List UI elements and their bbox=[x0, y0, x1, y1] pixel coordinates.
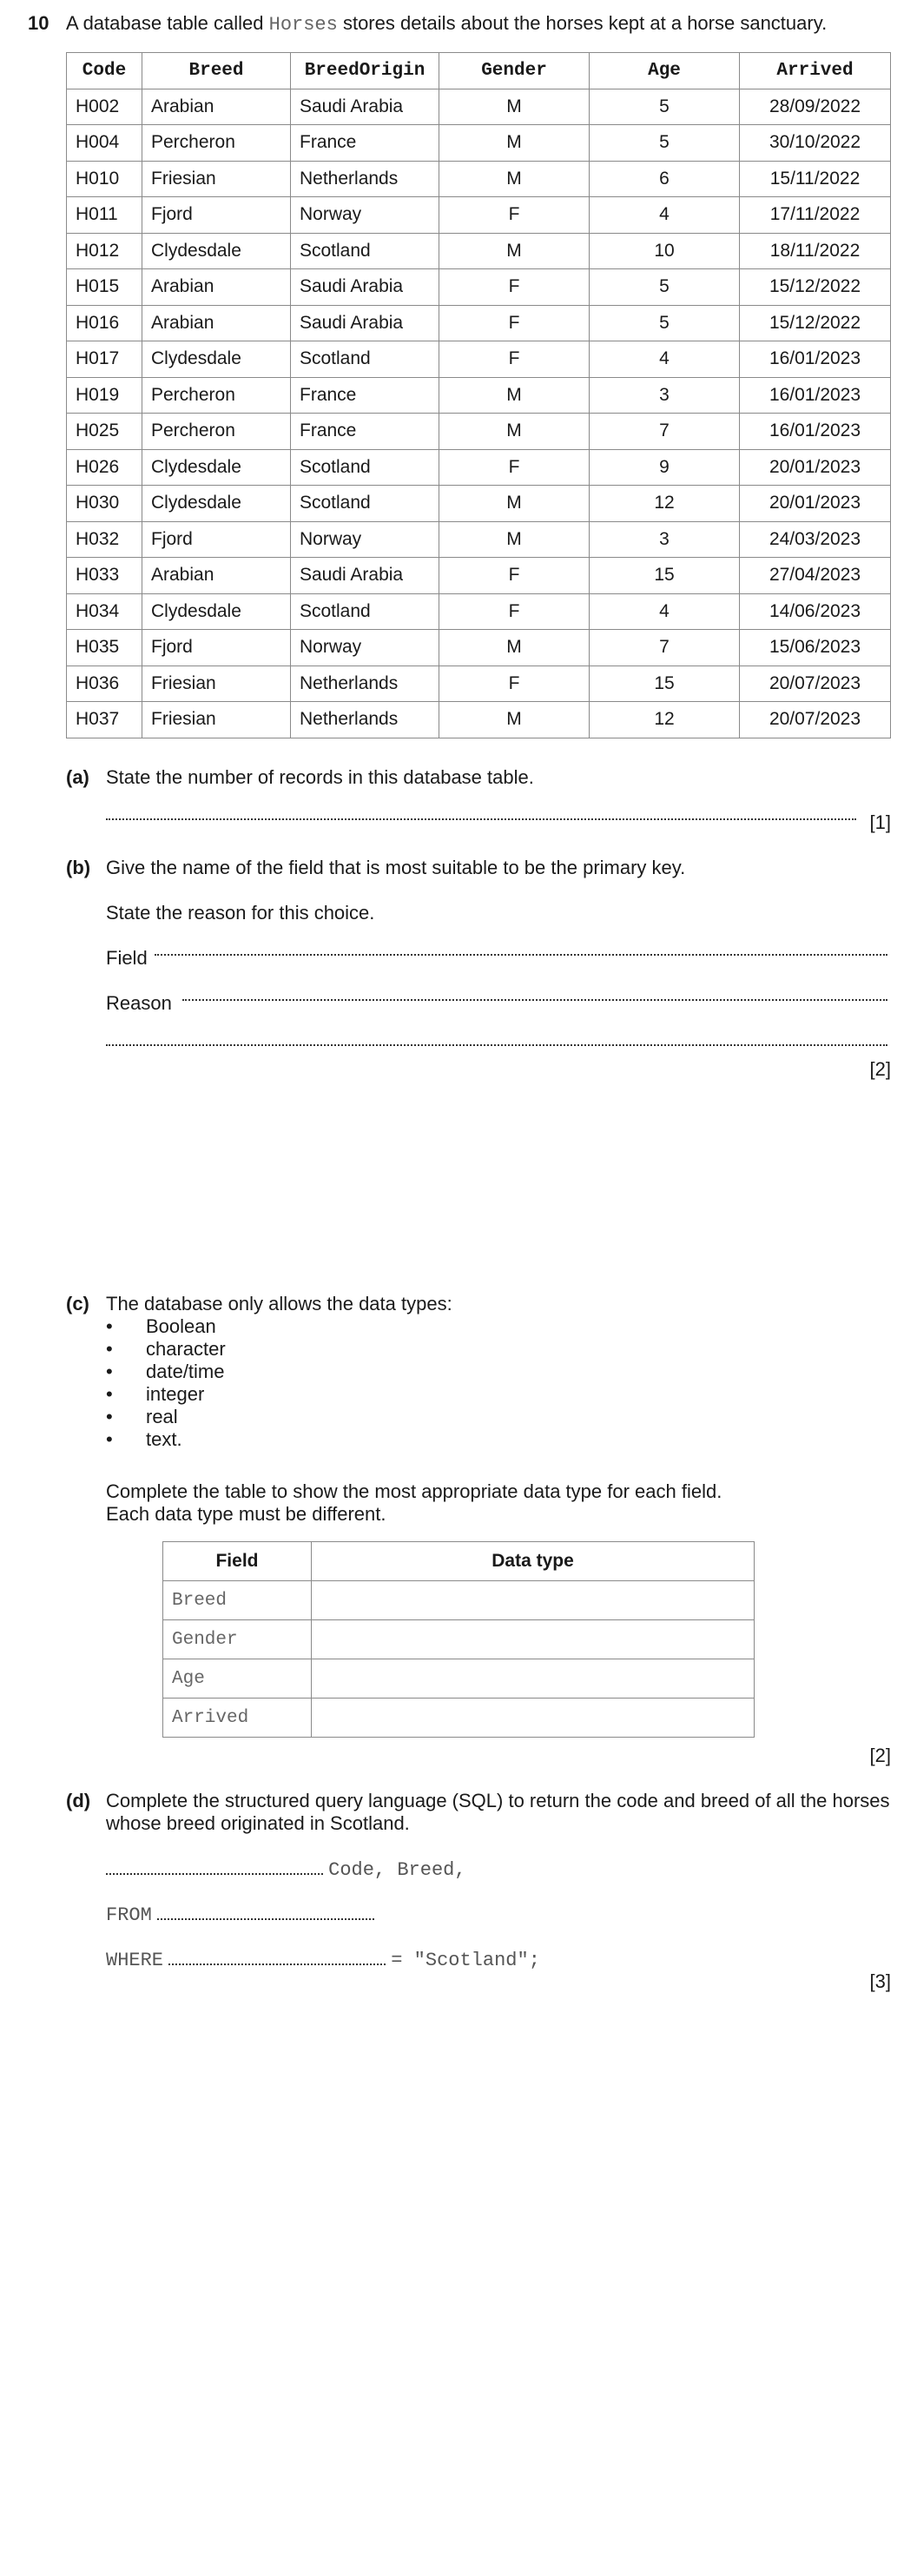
data-type-answer-cell[interactable] bbox=[312, 1581, 755, 1620]
bullet-icon: • bbox=[106, 1383, 113, 1405]
part-c-text: The database only allows the data types: bbox=[106, 1293, 452, 1314]
header-age: Age bbox=[590, 53, 740, 89]
cell-code: H025 bbox=[67, 414, 142, 450]
data-type-item: • integer bbox=[106, 1383, 205, 1405]
cell-breed: Clydesdale bbox=[142, 341, 291, 378]
sql-line-1 bbox=[106, 1858, 466, 1881]
cell-code: H033 bbox=[67, 558, 142, 594]
cell-breedorigin: Scotland bbox=[291, 449, 439, 486]
header-breedorigin: BreedOrigin bbox=[291, 53, 439, 89]
cell-gender: F bbox=[439, 341, 590, 378]
cell-code: H016 bbox=[67, 305, 142, 341]
cell-arrived: 15/12/2022 bbox=[740, 305, 891, 341]
part-b-reason-line[interactable] bbox=[182, 997, 887, 1001]
cell-code: H019 bbox=[67, 377, 142, 414]
part-d-text-1: Complete the structured query language (SQL) to return the code and breed of all the horses bbox=[106, 1790, 890, 1811]
cell-breed: Friesian bbox=[142, 666, 291, 702]
horse-row bbox=[67, 666, 891, 702]
part-b-label: (b) bbox=[66, 857, 91, 878]
cell-age: 10 bbox=[590, 233, 740, 269]
part-c-instruction-2: Each data type must be different. bbox=[106, 1503, 386, 1525]
cell-arrived: 27/04/2023 bbox=[740, 558, 891, 594]
data-type-row bbox=[163, 1659, 755, 1699]
data-type-header-row bbox=[163, 1542, 755, 1581]
field-name: Arrived bbox=[163, 1699, 312, 1738]
horse-row bbox=[67, 269, 891, 306]
cell-breedorigin: Saudi Arabia bbox=[291, 89, 439, 125]
horse-row bbox=[67, 486, 891, 522]
horse-row bbox=[67, 125, 891, 162]
horse-row bbox=[67, 89, 891, 125]
cell-breedorigin: Norway bbox=[291, 630, 439, 666]
cell-code: H017 bbox=[67, 341, 142, 378]
question-intro bbox=[66, 12, 827, 36]
horse-row bbox=[67, 558, 891, 594]
bullet-icon: • bbox=[106, 1315, 113, 1337]
header-gender: Gender bbox=[439, 53, 590, 89]
bullet-icon: • bbox=[106, 1361, 113, 1382]
cell-breedorigin: France bbox=[291, 377, 439, 414]
cell-code: H010 bbox=[67, 161, 142, 197]
bullet-icon: • bbox=[106, 1406, 113, 1427]
header-breed: Breed bbox=[142, 53, 291, 89]
bullet-icon: • bbox=[106, 1338, 113, 1360]
cell-arrived: 18/11/2022 bbox=[740, 233, 891, 269]
cell-code: H037 bbox=[67, 702, 142, 738]
cell-breed: Clydesdale bbox=[142, 233, 291, 269]
cell-breedorigin: France bbox=[291, 414, 439, 450]
question-number: 10 bbox=[28, 12, 49, 34]
cell-age: 5 bbox=[590, 89, 740, 125]
cell-breedorigin: Scotland bbox=[291, 486, 439, 522]
cell-breed: Clydesdale bbox=[142, 449, 291, 486]
cell-code: H032 bbox=[67, 521, 142, 558]
horse-row bbox=[67, 341, 891, 378]
part-a-text: State the number of records in this database table. bbox=[106, 766, 534, 788]
cell-arrived: 17/11/2022 bbox=[740, 197, 891, 234]
cell-breedorigin: Saudi Arabia bbox=[291, 305, 439, 341]
horse-row bbox=[67, 197, 891, 234]
cell-gender: M bbox=[439, 414, 590, 450]
horse-row bbox=[67, 414, 891, 450]
cell-arrived: 16/01/2023 bbox=[740, 377, 891, 414]
sql-select-fields: Code, Breed, bbox=[328, 1859, 466, 1881]
part-c-instruction-1: Complete the table to show the most appropriate data type for each field. bbox=[106, 1480, 722, 1502]
part-b-reason-line-2[interactable] bbox=[106, 1043, 887, 1046]
horse-row bbox=[67, 702, 891, 738]
horses-header-row bbox=[67, 53, 891, 89]
cell-breed: Percheron bbox=[142, 125, 291, 162]
part-b-text: Give the name of the field that is most suitable to be the primary key. bbox=[106, 857, 686, 878]
cell-gender: M bbox=[439, 89, 590, 125]
cell-breedorigin: Norway bbox=[291, 521, 439, 558]
cell-gender: F bbox=[439, 558, 590, 594]
cell-breed: Arabian bbox=[142, 269, 291, 306]
data-type-row bbox=[163, 1581, 755, 1620]
part-d-label: (d) bbox=[66, 1790, 91, 1811]
cell-gender: F bbox=[439, 593, 590, 630]
cell-code: H012 bbox=[67, 233, 142, 269]
cell-gender: M bbox=[439, 486, 590, 522]
cell-arrived: 20/01/2023 bbox=[740, 486, 891, 522]
horse-row bbox=[67, 449, 891, 486]
part-b-marks: [2] bbox=[869, 1058, 891, 1080]
intro-table-name: Horses bbox=[268, 14, 338, 36]
cell-gender: M bbox=[439, 702, 590, 738]
horse-row bbox=[67, 377, 891, 414]
sql-from-keyword: FROM bbox=[106, 1904, 152, 1926]
cell-breed: Fjord bbox=[142, 630, 291, 666]
cell-age: 3 bbox=[590, 377, 740, 414]
cell-arrived: 15/06/2023 bbox=[740, 630, 891, 666]
cell-breedorigin: Saudi Arabia bbox=[291, 269, 439, 306]
cell-arrived: 24/03/2023 bbox=[740, 521, 891, 558]
cell-breedorigin: Netherlands bbox=[291, 666, 439, 702]
part-b-text2: State the reason for this choice. bbox=[106, 902, 375, 924]
cell-code: H026 bbox=[67, 449, 142, 486]
field-name: Breed bbox=[163, 1581, 312, 1620]
cell-age: 5 bbox=[590, 305, 740, 341]
data-type-answer-cell[interactable] bbox=[312, 1620, 755, 1659]
cell-arrived: 20/07/2023 bbox=[740, 702, 891, 738]
cell-breedorigin: Scotland bbox=[291, 593, 439, 630]
cell-arrived: 20/01/2023 bbox=[740, 449, 891, 486]
cell-age: 12 bbox=[590, 486, 740, 522]
cell-gender: F bbox=[439, 305, 590, 341]
data-type-table bbox=[162, 1541, 755, 1738]
cell-age: 4 bbox=[590, 593, 740, 630]
header-arrived: Arrived bbox=[740, 53, 891, 89]
cell-arrived: 15/11/2022 bbox=[740, 161, 891, 197]
data-type-item: • character bbox=[106, 1338, 226, 1360]
cell-breedorigin: Scotland bbox=[291, 233, 439, 269]
cell-age: 15 bbox=[590, 558, 740, 594]
field-name: Age bbox=[163, 1659, 312, 1699]
cell-gender: M bbox=[439, 233, 590, 269]
part-c-marks: [2] bbox=[869, 1745, 891, 1766]
cell-breed: Clydesdale bbox=[142, 486, 291, 522]
data-type-row bbox=[163, 1620, 755, 1659]
cell-gender: M bbox=[439, 377, 590, 414]
cell-breed: Arabian bbox=[142, 558, 291, 594]
sql-where-keyword: WHERE bbox=[106, 1950, 164, 1971]
cell-breed: Percheron bbox=[142, 414, 291, 450]
cell-age: 4 bbox=[590, 197, 740, 234]
cell-breedorigin: Norway bbox=[291, 197, 439, 234]
cell-age: 4 bbox=[590, 341, 740, 378]
part-c-label: (c) bbox=[66, 1293, 89, 1314]
part-b-field-line[interactable] bbox=[155, 952, 887, 956]
part-d-marks: [3] bbox=[869, 1970, 891, 1992]
cell-arrived: 20/07/2023 bbox=[740, 666, 891, 702]
sql-line-2 bbox=[106, 1903, 374, 1926]
data-type-item: • date/time bbox=[106, 1361, 225, 1382]
cell-breed: Fjord bbox=[142, 197, 291, 234]
cell-code: H036 bbox=[67, 666, 142, 702]
cell-age: 7 bbox=[590, 414, 740, 450]
part-a-label: (a) bbox=[66, 766, 89, 788]
cell-age: 15 bbox=[590, 666, 740, 702]
part-d-text-2: whose breed originated in Scotland. bbox=[106, 1812, 410, 1834]
cell-code: H011 bbox=[67, 197, 142, 234]
cell-gender: F bbox=[439, 666, 590, 702]
cell-gender: F bbox=[439, 197, 590, 234]
cell-arrived: 28/09/2022 bbox=[740, 89, 891, 125]
cell-breed: Clydesdale bbox=[142, 593, 291, 630]
horses-table bbox=[66, 52, 891, 738]
bullet-icon: • bbox=[106, 1428, 113, 1450]
cell-age: 5 bbox=[590, 125, 740, 162]
cell-breed: Arabian bbox=[142, 305, 291, 341]
cell-arrived: 15/12/2022 bbox=[740, 269, 891, 306]
data-types-list bbox=[106, 1315, 226, 1451]
horse-row bbox=[67, 630, 891, 666]
cell-arrived: 16/01/2023 bbox=[740, 341, 891, 378]
cell-breedorigin: Saudi Arabia bbox=[291, 558, 439, 594]
cell-breed: Percheron bbox=[142, 377, 291, 414]
cell-arrived: 16/01/2023 bbox=[740, 414, 891, 450]
cell-age: 9 bbox=[590, 449, 740, 486]
sql-where-condition: = "Scotland"; bbox=[391, 1950, 540, 1971]
cell-breedorigin: Scotland bbox=[291, 341, 439, 378]
sql-from-blank[interactable] bbox=[157, 1904, 374, 1920]
header-data-type: Data type bbox=[312, 1542, 755, 1581]
data-type-item: • Boolean bbox=[106, 1315, 216, 1337]
horse-row bbox=[67, 233, 891, 269]
cell-age: 5 bbox=[590, 269, 740, 306]
cell-breed: Fjord bbox=[142, 521, 291, 558]
cell-code: H002 bbox=[67, 89, 142, 125]
sql-where-blank[interactable] bbox=[168, 1950, 386, 1965]
data-type-answer-cell[interactable] bbox=[312, 1659, 755, 1699]
part-a-answer-line[interactable] bbox=[106, 817, 856, 820]
horse-row bbox=[67, 161, 891, 197]
cell-breed: Friesian bbox=[142, 161, 291, 197]
cell-age: 7 bbox=[590, 630, 740, 666]
cell-gender: M bbox=[439, 630, 590, 666]
cell-breedorigin: France bbox=[291, 125, 439, 162]
cell-gender: F bbox=[439, 269, 590, 306]
data-type-answer-cell[interactable] bbox=[312, 1699, 755, 1738]
data-type-row bbox=[163, 1699, 755, 1738]
part-b-field-label: Field bbox=[106, 947, 148, 969]
cell-code: H030 bbox=[67, 486, 142, 522]
cell-breedorigin: Netherlands bbox=[291, 161, 439, 197]
horse-row bbox=[67, 305, 891, 341]
cell-gender: M bbox=[439, 161, 590, 197]
cell-breedorigin: Netherlands bbox=[291, 702, 439, 738]
intro-text-after: stores details about the horses kept at a horse sanctuary. bbox=[337, 12, 828, 34]
data-type-item: • text. bbox=[106, 1428, 182, 1450]
header-field: Field bbox=[163, 1542, 312, 1581]
cell-code: H034 bbox=[67, 593, 142, 630]
cell-age: 12 bbox=[590, 702, 740, 738]
cell-arrived: 30/10/2022 bbox=[740, 125, 891, 162]
cell-age: 3 bbox=[590, 521, 740, 558]
part-a-marks: [1] bbox=[869, 811, 891, 833]
part-b-reason-label: Reason bbox=[106, 992, 172, 1014]
header-code: Code bbox=[67, 53, 142, 89]
cell-gender: M bbox=[439, 125, 590, 162]
cell-code: H004 bbox=[67, 125, 142, 162]
cell-arrived: 14/06/2023 bbox=[740, 593, 891, 630]
cell-breed: Friesian bbox=[142, 702, 291, 738]
cell-breed: Arabian bbox=[142, 89, 291, 125]
data-type-item: • real bbox=[106, 1406, 178, 1427]
cell-code: H035 bbox=[67, 630, 142, 666]
sql-select-blank[interactable] bbox=[106, 1859, 323, 1875]
intro-text-before: A database table called bbox=[66, 12, 269, 34]
horse-row bbox=[67, 521, 891, 558]
cell-gender: F bbox=[439, 449, 590, 486]
cell-age: 6 bbox=[590, 161, 740, 197]
field-name: Gender bbox=[163, 1620, 312, 1659]
cell-gender: M bbox=[439, 521, 590, 558]
cell-code: H015 bbox=[67, 269, 142, 306]
horse-row bbox=[67, 593, 891, 630]
sql-line-3 bbox=[106, 1948, 540, 1971]
